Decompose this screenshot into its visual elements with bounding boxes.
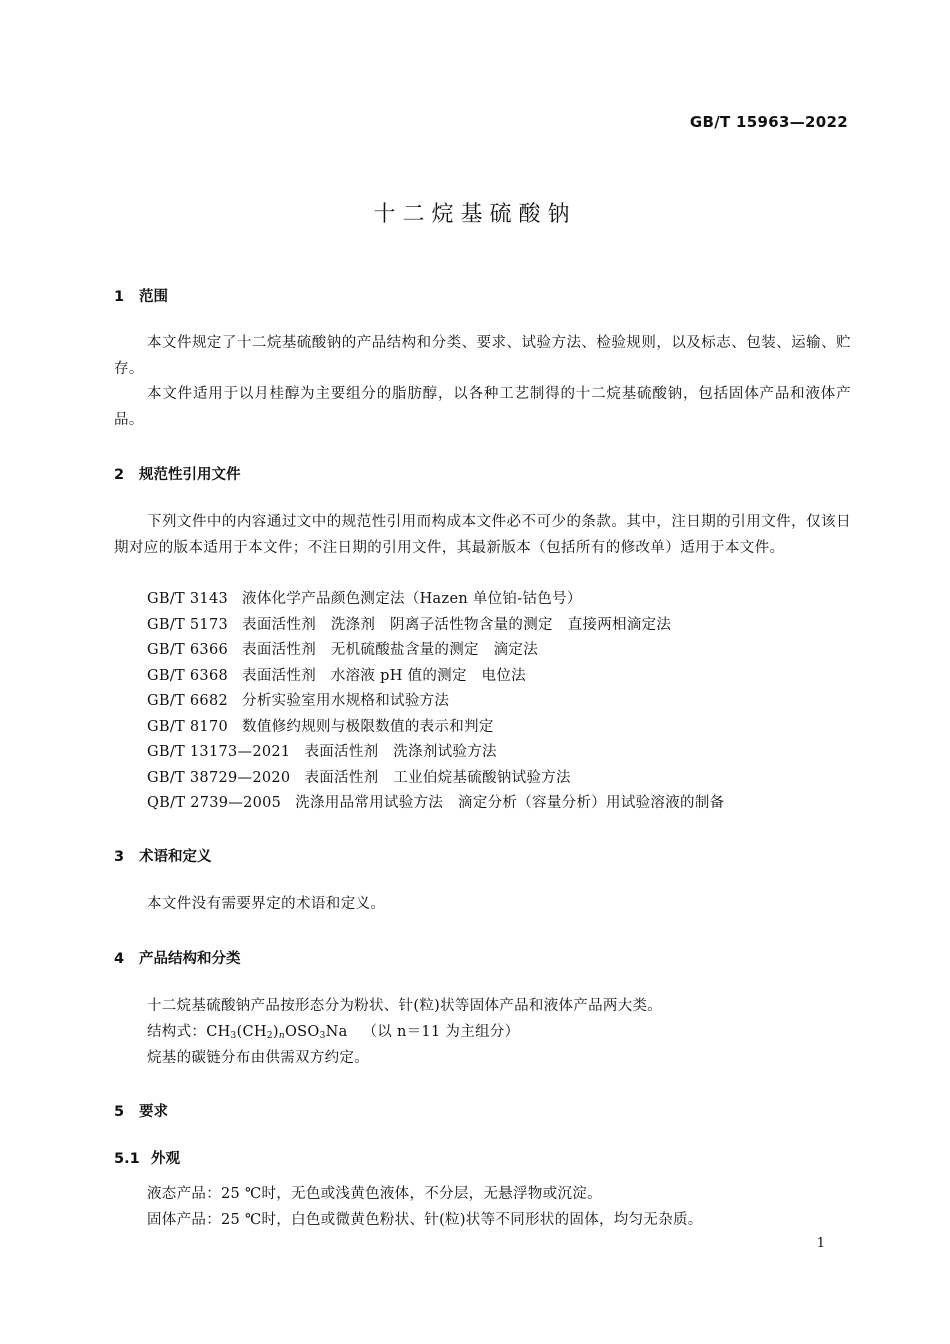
reference-title: 洗涤用品常用试验方法 滴定分析（容量分析）用试验溶液的制备	[295, 795, 725, 811]
list-item	[147, 638, 724, 664]
section-title: 规范性引用文件	[139, 467, 241, 483]
section-number: 4	[114, 951, 125, 967]
reference-title: 表面活性剂 无机硫酸盐含量的测定 滴定法	[242, 642, 539, 658]
reference-title: 表面活性剂 水溶液 pH 值的测定 电位法	[242, 667, 526, 684]
reference-code: GB/T 13173—2021	[147, 744, 291, 760]
list-item	[147, 715, 724, 741]
section-2-heading	[114, 463, 241, 484]
reference-title: 表面活性剂 工业伯烷基硫酸钠试验方法	[304, 769, 571, 786]
reference-code: GB/T 8170	[147, 718, 229, 735]
formula-label: 结构式：	[147, 1024, 207, 1040]
section-number: 5	[114, 1104, 125, 1120]
document-title: 十二烷基硫酸钠	[373, 202, 577, 227]
reference-code: QB/T 2739—2005	[147, 795, 282, 811]
formula-note: （以 n＝11 为主组分）	[362, 1024, 520, 1040]
section-number: 1	[114, 289, 125, 305]
scope-paragraph-2: 本文件适用于以月桂醇为主要组分的脂肪醇，以各种工艺制得的十二烷基硫酸钠，包括固体产品和液体产品。	[114, 386, 851, 428]
list-item	[147, 664, 724, 690]
section-4-heading	[114, 947, 241, 968]
section-5-heading	[114, 1100, 168, 1121]
liquid-appearance-text: 液态产品：25 ℃时，无色或浅黄色液体，不分层，无悬浮物或沉淀。	[147, 1186, 602, 1202]
list-item	[147, 689, 724, 715]
list-item	[147, 740, 724, 766]
reference-title: 数值修约规则与极限数值的表示和判定	[242, 718, 494, 735]
section-title: 外观	[151, 1151, 180, 1167]
section-number: 2	[114, 467, 125, 483]
reference-code: GB/T 5173	[147, 616, 229, 633]
section-1-heading	[114, 285, 168, 306]
classification-text: 十二烷基硫酸钠产品按形态分为粉状、针(粒)状等固体产品和液体产品两大类。	[147, 998, 663, 1014]
reference-title: 液体化学产品颜色测定法（Hazen 单位铂-钴色号）	[242, 591, 582, 607]
reference-code: GB/T 3143	[147, 591, 229, 607]
reference-code: GB/T 6368	[147, 667, 229, 684]
standard-number: GB/T 15963—2022	[689, 113, 848, 131]
section-number: 5.1	[114, 1151, 140, 1167]
structural-formula: 结构式：$CH_3(CH_2)_nOSO_3Na$ （以 n＝11 为主组分）	[147, 1024, 520, 1041]
section-number: 3	[114, 849, 125, 865]
normative-references-paragraph: 下列文件中的内容通过文中的规范性引用而构成本文件必不可少的条款。其中，注日期的引用文件，仅该日期对应的版本适用于本文件；不注日期的引用文件，其最新版本（包括所有的修改单）适用于本文件。	[114, 514, 851, 556]
normative-reference-list	[147, 587, 724, 817]
reference-title: 表面活性剂 洗涤剂 阴离子活性物含量的测定 直接两相滴定法	[242, 616, 672, 633]
page-number: 1	[816, 1236, 825, 1251]
scope-paragraph-1: 本文件规定了十二烷基硫酸钠的产品结构和分类、要求、试验方法、检验规则，以及标志、包装、运输、贮存。	[114, 335, 851, 377]
section-5-1-heading	[114, 1147, 180, 1168]
section-3-heading	[114, 845, 212, 866]
list-item	[147, 766, 724, 792]
reference-title: 分析实验室用水规格和试验方法	[242, 693, 450, 709]
carbon-chain-text: 烷基的碳链分布由供需双方约定。	[147, 1050, 369, 1066]
reference-code: GB/T 6682	[147, 693, 229, 709]
section-title: 术语和定义	[139, 849, 212, 865]
solid-appearance-text: 固体产品：25 ℃时，白色或微黄色粉状、针(粒)状等不同形状的固体，均匀无杂质。	[147, 1212, 703, 1228]
list-item	[147, 791, 724, 817]
section-title: 产品结构和分类	[139, 951, 241, 967]
section-title: 范围	[139, 289, 168, 305]
reference-code: GB/T 38729—2020	[147, 769, 291, 786]
list-item	[147, 613, 724, 639]
list-item	[147, 587, 724, 613]
reference-code: GB/T 6366	[147, 642, 229, 658]
reference-title: 表面活性剂 洗涤剂试验方法	[304, 744, 497, 760]
section-title: 要求	[139, 1104, 168, 1120]
terms-paragraph: 本文件没有需要界定的术语和定义。	[147, 896, 386, 912]
